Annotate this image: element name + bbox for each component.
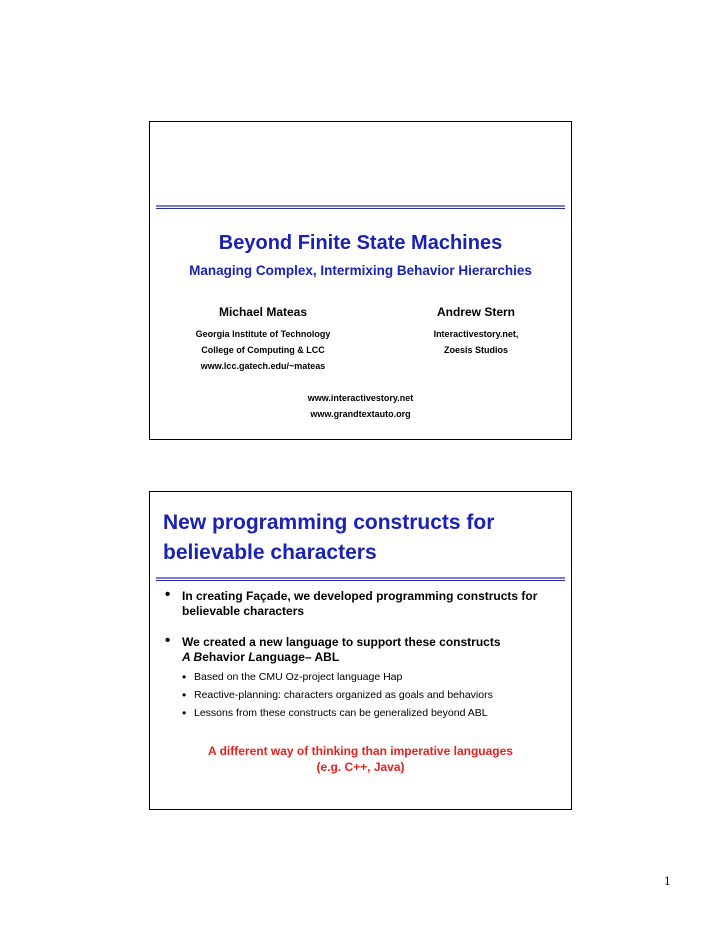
page-number: 1 xyxy=(664,873,671,888)
bullet-dot-icon: • xyxy=(165,632,171,649)
sub-bullet-item xyxy=(182,686,563,704)
slide1-title: Beyond Finite State Machines xyxy=(218,232,503,254)
slide2-rule-top xyxy=(156,577,565,579)
abl-c: L xyxy=(248,650,256,664)
bullet-text: We created a new language to support these constructs xyxy=(182,635,501,649)
author-left-affiliation: Georgia Institute of Technology xyxy=(195,329,331,339)
abl-d: anguage– ABL xyxy=(255,650,340,664)
bullet-list xyxy=(162,586,563,722)
sub-bullet-dot-icon: • xyxy=(182,670,187,684)
title-rule-bottom xyxy=(156,208,565,209)
sub-bullet-list xyxy=(182,668,563,722)
slide-title xyxy=(149,121,572,440)
slide1-links xyxy=(150,390,571,422)
sub-bullet-text: Reactive-planning: characters organized as goals and behaviors xyxy=(194,689,493,701)
slide2-title-line1: New programming constructs for xyxy=(163,511,495,534)
link-grandtextauto: www.grandtextauto.org xyxy=(310,409,411,419)
bullet-item xyxy=(162,632,563,722)
note-line2: (e.g. C++, Java) xyxy=(316,760,405,774)
slide2-note xyxy=(150,743,571,775)
slide-constructs xyxy=(149,491,572,810)
author-left-url: www.lcc.gatech.edu/~mateas xyxy=(200,361,326,371)
sub-bullet-item xyxy=(182,668,563,686)
author-left xyxy=(172,305,354,374)
author-left-name: Michael Mateas xyxy=(218,305,308,319)
sub-bullet-text: Lessons from these constructs can be generalized beyond ABL xyxy=(194,707,488,719)
sub-bullet-dot-icon: • xyxy=(182,706,187,720)
slide2-title xyxy=(163,508,561,568)
author-right-name: Andrew Stern xyxy=(436,305,515,319)
bullet-dot-icon: • xyxy=(165,586,171,603)
sub-bullet-text: Based on the CMU Oz-project language Hap xyxy=(194,671,403,683)
slide1-subtitle: Managing Complex, Intermixing Behavior Hierarchies xyxy=(189,263,532,278)
slide2-rule-bottom xyxy=(156,580,565,581)
abl-a: A B xyxy=(182,650,203,664)
title-rule-top xyxy=(156,205,565,207)
sub-bullet-dot-icon: • xyxy=(182,688,187,702)
note-line1: A different way of thinking than imperative languages xyxy=(208,744,513,758)
abl-b: ehavior xyxy=(202,650,249,664)
link-interactivestory: www.interactivestory.net xyxy=(307,393,414,403)
author-right xyxy=(386,305,566,358)
bullet-text: In creating Façade, we developed programming constructs for believable characters xyxy=(182,589,538,618)
author-left-department: College of Computing & LCC xyxy=(201,345,325,355)
author-right-affiliation: Interactivestory.net, xyxy=(433,329,519,339)
author-right-studio: Zoesis Studios xyxy=(443,345,508,355)
bullet-item xyxy=(162,586,563,619)
abl-definition xyxy=(182,650,563,665)
slide2-title-line2: believable characters xyxy=(163,541,377,564)
sub-bullet-item xyxy=(182,704,563,722)
